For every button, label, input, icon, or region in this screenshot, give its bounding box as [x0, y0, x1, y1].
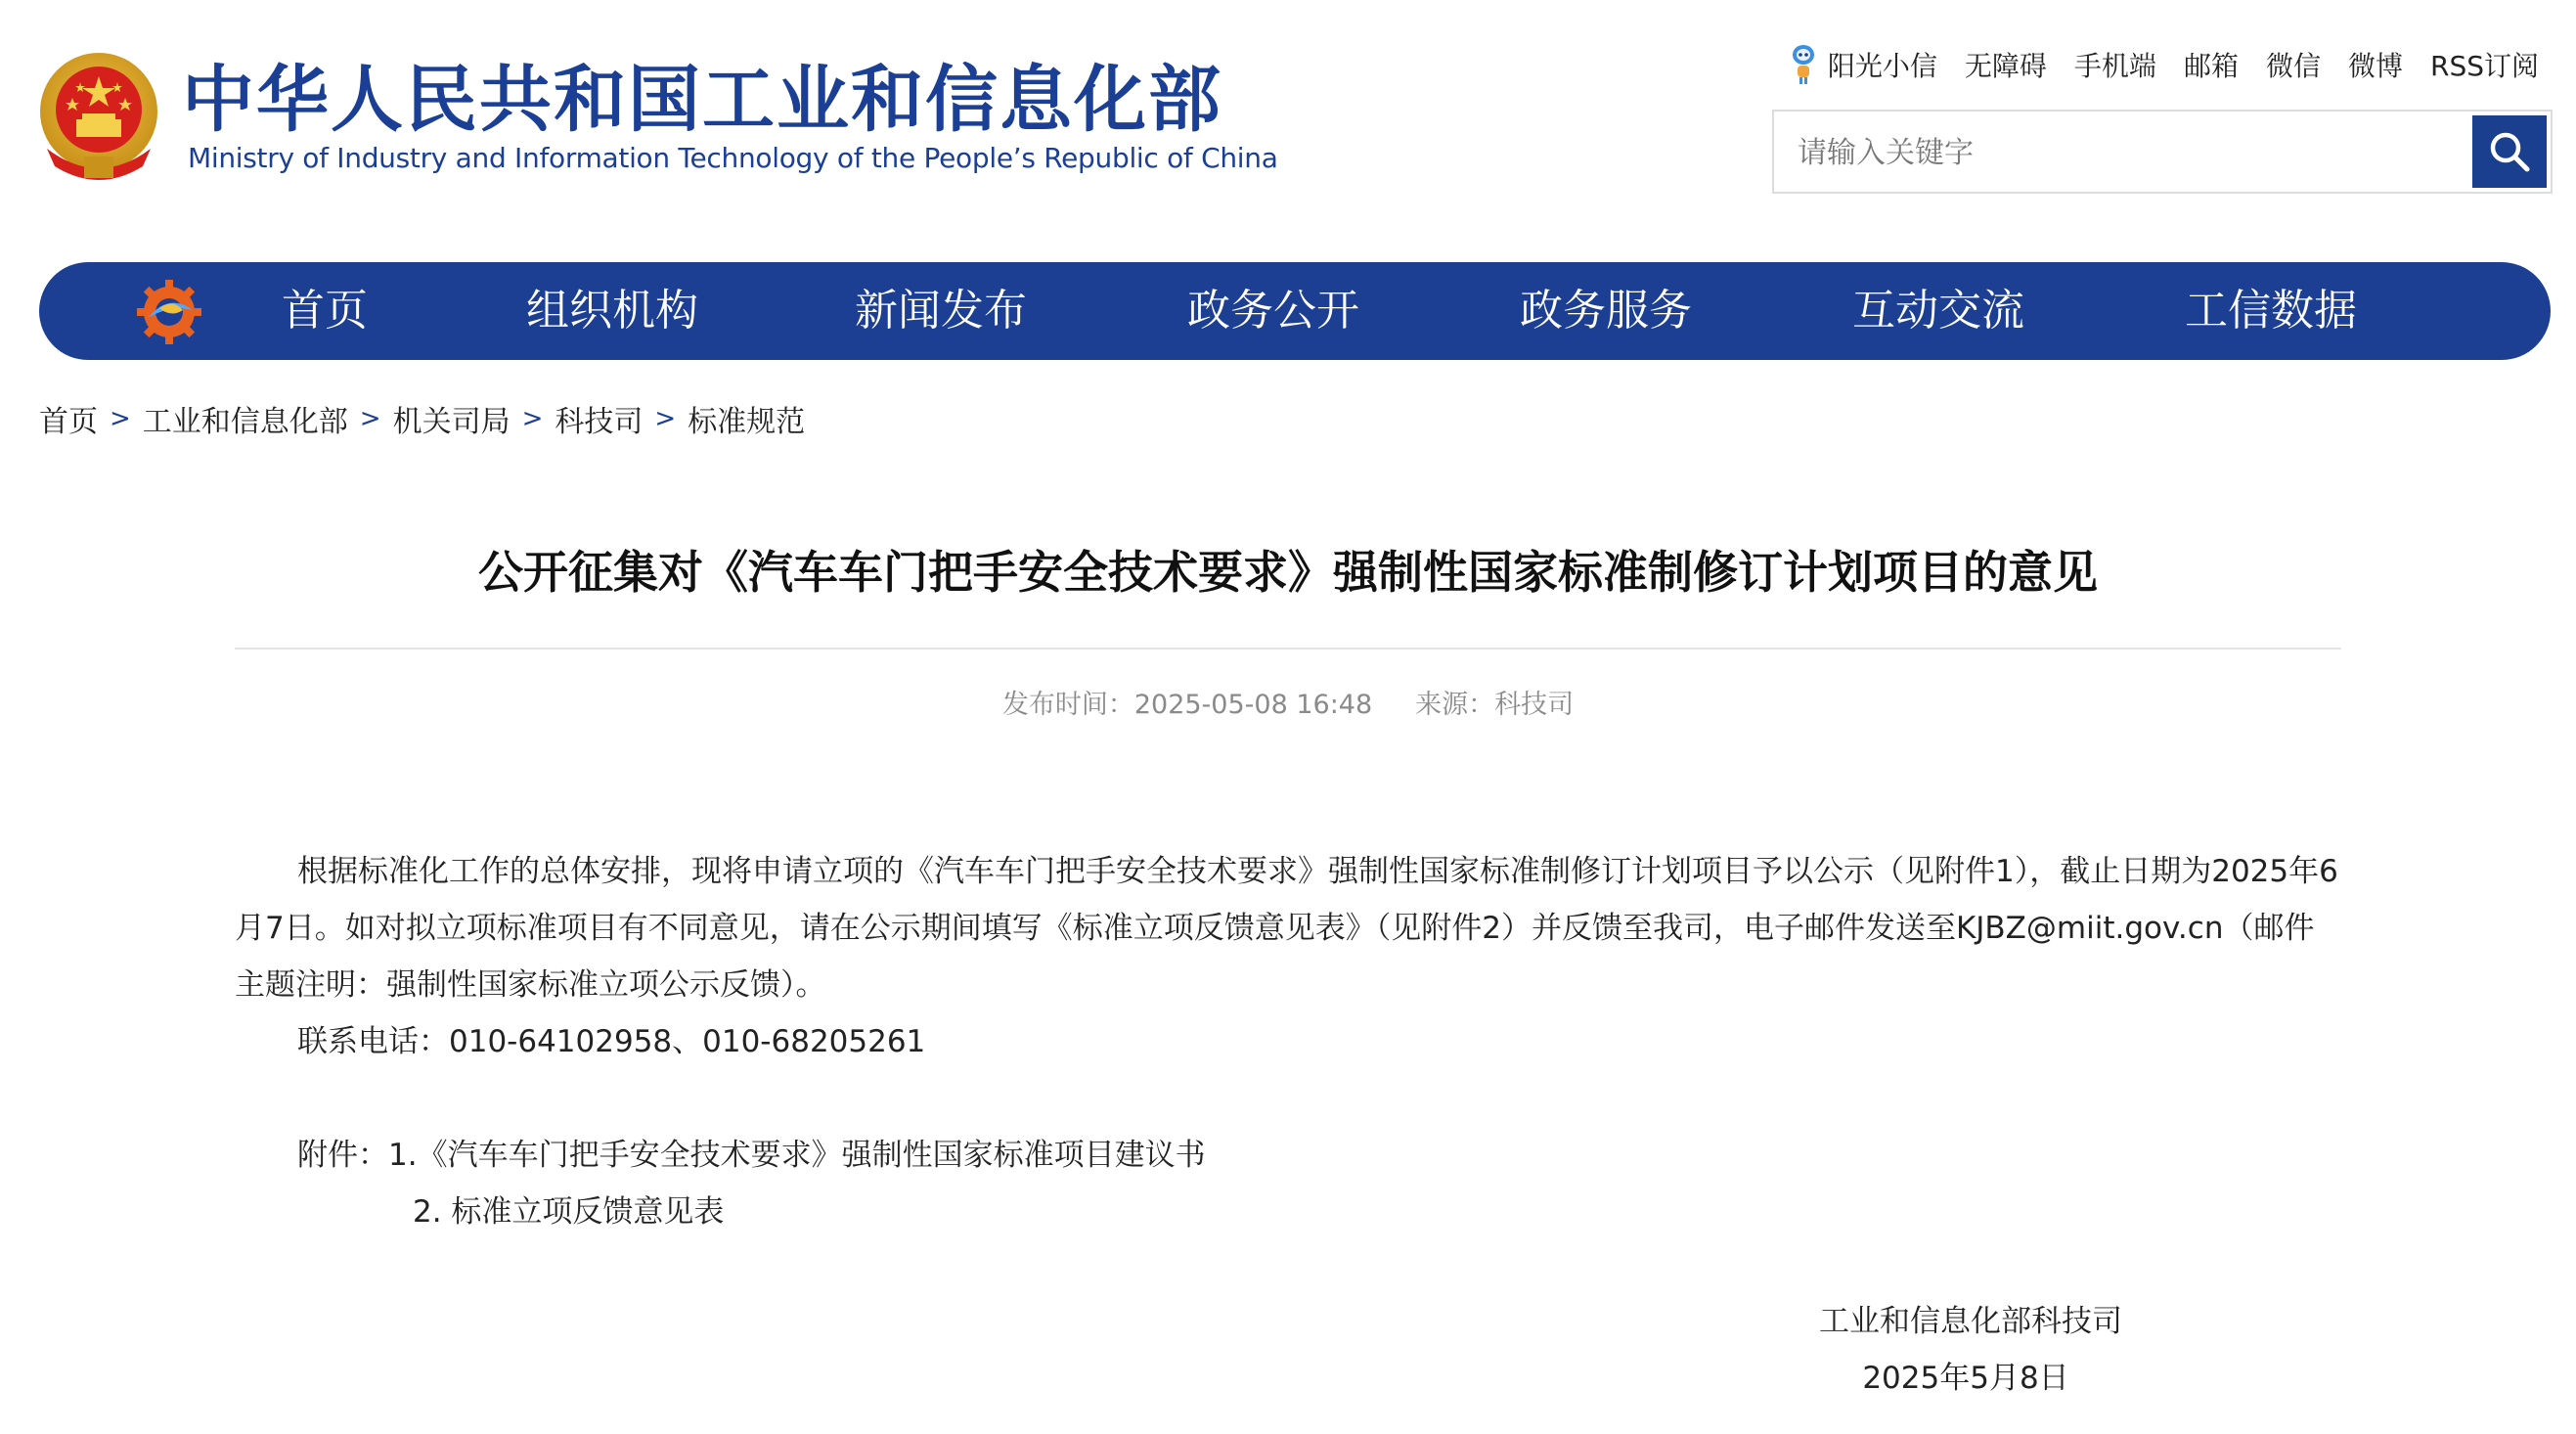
breadcrumb-ministry[interactable]: 工业和信息化部: [142, 405, 348, 439]
top-link-sunshine[interactable]: [1789, 43, 1937, 86]
article-meta: [235, 683, 2341, 721]
nav-item-interaction[interactable]: 互动交流: [1852, 286, 2024, 336]
publish-time-label: 发布时间：: [1001, 690, 1134, 720]
site-logo-title[interactable]: 中华人民共和国工业和信息化部: [182, 58, 1222, 142]
nav-item-news[interactable]: 新闻发布: [855, 286, 1027, 336]
breadcrumb-standards[interactable]: 标准规范: [688, 405, 806, 439]
signature-block: [1819, 1293, 2122, 1407]
nav-item-home[interactable]: 首页: [282, 286, 368, 336]
breadcrumb-separator: >: [521, 404, 544, 433]
nav-item-organization[interactable]: 组织机构: [526, 286, 698, 336]
source-value: 科技司: [1494, 690, 1575, 720]
attachment-1-link[interactable]: 附件：1.《汽车车门把手安全技术要求》强制性国家标准项目建议书: [297, 1138, 1206, 1173]
breadcrumb-separator: >: [654, 404, 677, 433]
top-links: [1789, 43, 2539, 86]
ministry-gear-logo-icon[interactable]: [137, 280, 201, 344]
search-input[interactable]: [1774, 112, 2484, 194]
title-divider: [235, 648, 2341, 650]
breadcrumb-separator: >: [359, 404, 381, 433]
top-link-rss[interactable]: RSS订阅: [2429, 50, 2539, 82]
article-paragraph: 根据标准化工作的总体安排，现将申请立项的《汽车车门把手安全技术要求》强制性国家标准制修订计划项目予以公示（见附件1），截止日期为2025年6月7日。如对拟立项标准项目有不同意见，请在公示期间填写《标准立项反馈意见表》（见附件2）并反馈至我司，电子邮件发送至KJBZ@miit.gov.cn（邮件主题注明：强制性国家标准立项公示反馈）。: [235, 854, 2338, 1003]
article-title: 公开征集对《汽车车门把手安全技术要求》强制性国家标准制修订计划项目的意见: [478, 546, 2098, 599]
top-link-label: 阳光小信: [1827, 50, 1937, 82]
site-header: [0, 0, 2576, 245]
breadcrumb-science-dept[interactable]: 科技司: [555, 405, 644, 439]
source-label: 来源：: [1415, 690, 1495, 720]
breadcrumb: [39, 397, 805, 440]
article-body: [235, 843, 2341, 1240]
top-link-accessibility[interactable]: 无障碍: [1964, 50, 2047, 82]
site-logo-subtitle[interactable]: Ministry of Industry and Information Technology of the People’s Republic of China: [188, 142, 1278, 174]
breadcrumb-departments[interactable]: 机关司局: [392, 405, 511, 439]
search-box: [1772, 110, 2553, 194]
main-nav: [39, 262, 2551, 360]
signature-org: 工业和信息化部科技司: [1819, 1304, 2122, 1339]
signature-date: 2025年5月8日: [1862, 1361, 2069, 1396]
top-link-mobile[interactable]: 手机端: [2073, 50, 2156, 82]
top-link-wechat[interactable]: 微信: [2265, 50, 2321, 82]
nav-item-data[interactable]: 工信数据: [2185, 286, 2357, 336]
breadcrumb-home[interactable]: 首页: [39, 405, 98, 439]
national-emblem-icon[interactable]: [37, 51, 160, 184]
robot-assistant-icon: [1789, 43, 1818, 86]
breadcrumb-separator: >: [110, 404, 131, 433]
top-link-email[interactable]: 邮箱: [2183, 50, 2239, 82]
attachment-2-link[interactable]: 2. 标准立项反馈意见表: [413, 1194, 725, 1230]
nav-item-government-services[interactable]: 政务服务: [1520, 286, 1692, 336]
top-link-weibo[interactable]: 微博: [2347, 50, 2403, 82]
publish-time: 2025-05-08 16:48: [1133, 690, 1373, 720]
contact-phone: 联系电话：010-64102958、010-68205261: [297, 1024, 926, 1059]
nav-item-government-affairs[interactable]: 政务公开: [1187, 286, 1359, 336]
search-button[interactable]: [2472, 115, 2547, 188]
search-icon: [2488, 130, 2531, 173]
